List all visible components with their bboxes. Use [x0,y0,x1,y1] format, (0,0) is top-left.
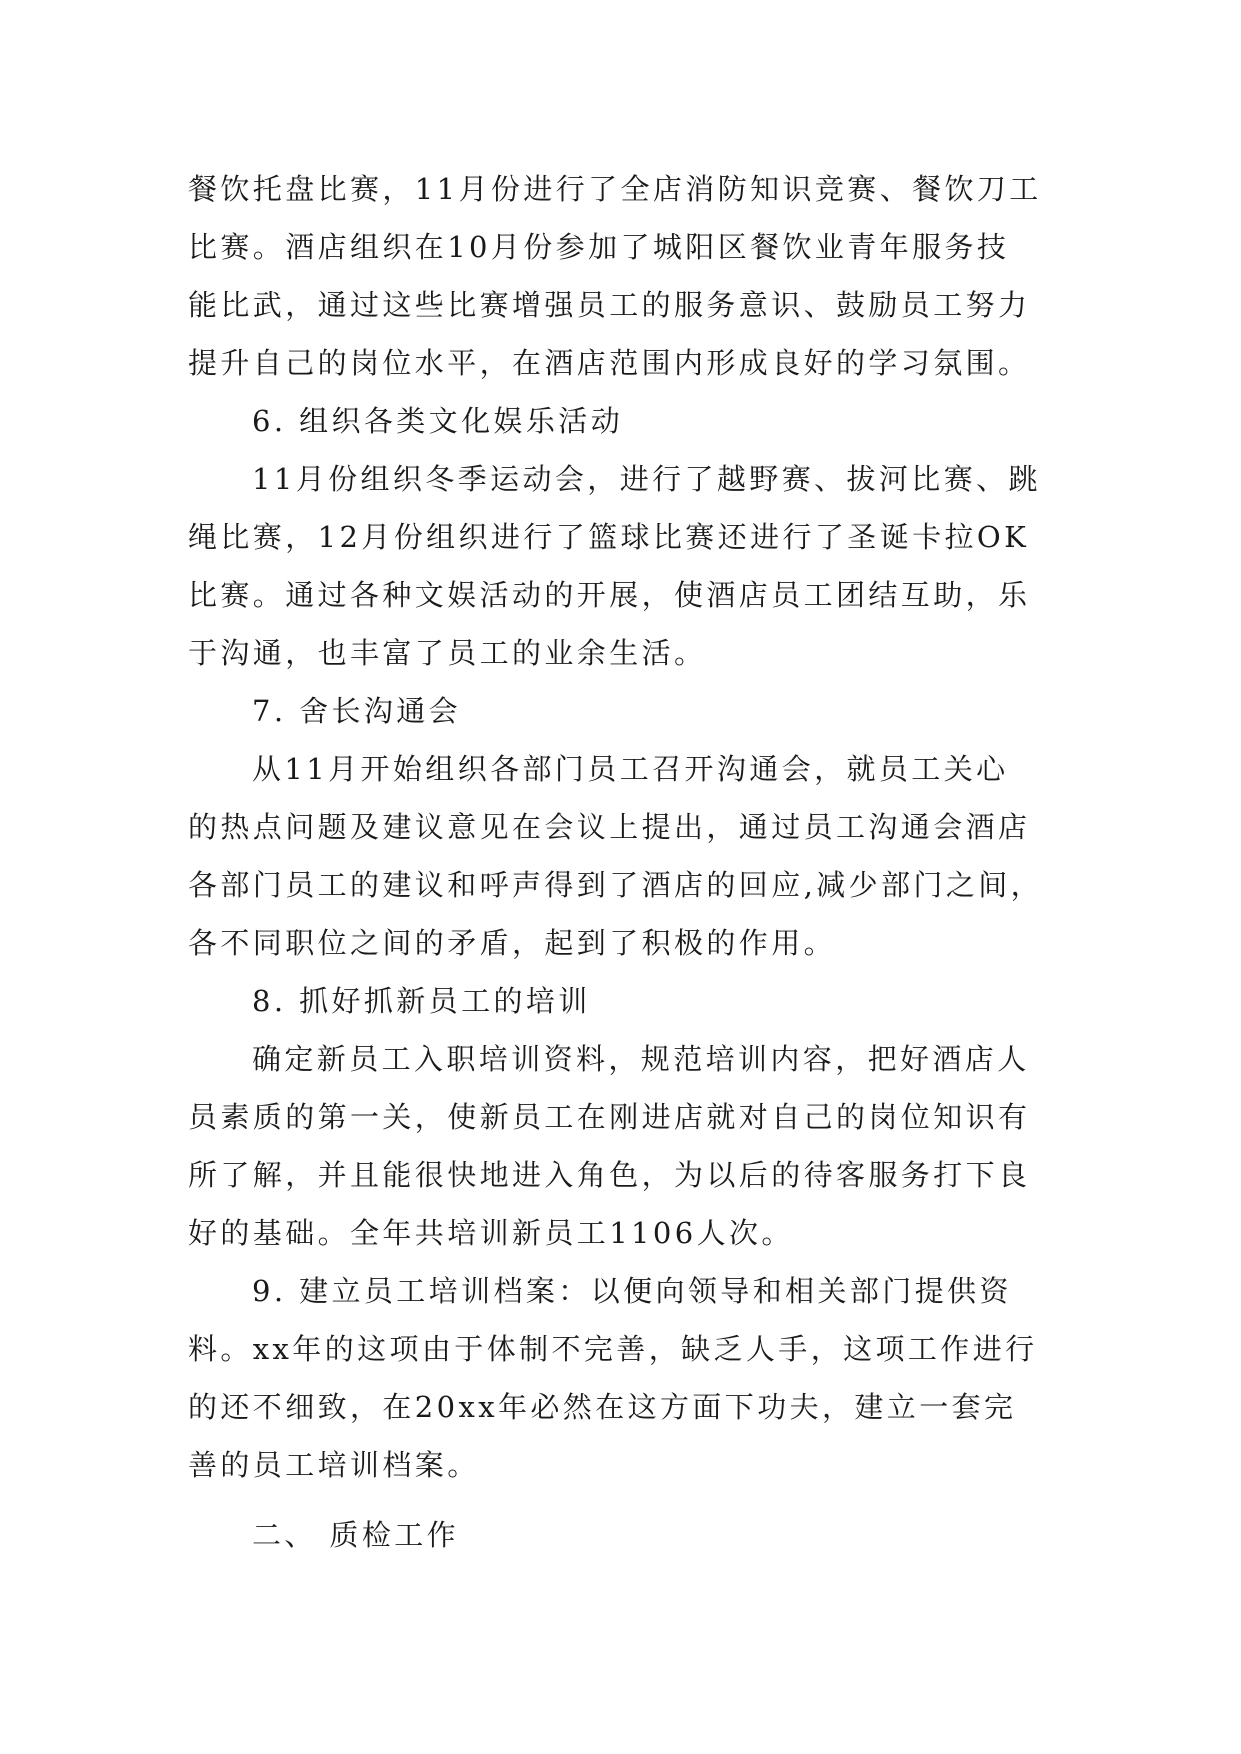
paragraph-line: 好的基础。全年共培训新员工1106人次。 [188,1216,794,1250]
paragraph-line: 善的员工培训档案。 [188,1448,480,1482]
paragraph-line: 11月份组织冬季运动会，进行了越野赛、拔河比赛、跳 [252,462,1041,496]
paragraph-line: 料。xx年的这项由于体制不完善，缺乏人手，这项工作进行 [188,1332,1038,1366]
paragraph-line: 的还不细致，在20xx年必然在这方面下功夫，建立一套完 [188,1390,1017,1424]
section-heading: 9. 建立员工培训档案：以便向领导和相关部门提供资 [252,1274,1012,1308]
paragraph-line: 比赛。通过各种文娱活动的开展，使酒店员工团结互助，乐 [188,578,1031,612]
paragraph-line: 能比武，通过这些比赛增强员工的服务意识、鼓励员工努力 [188,288,1031,322]
section-heading: 6. 组织各类文化娱乐活动 [252,404,624,438]
paragraph-line: 所了解，并且能很快地进入角色，为以后的待客服务打下良 [188,1158,1031,1192]
paragraph-line: 各部门员工的建议和呼声得到了酒店的回应,减少部门之间， [188,868,1044,902]
section-heading: 8. 抓好抓新员工的培训 [252,984,591,1018]
paragraph-line: 各不同职位之间的矛盾，起到了积极的作用。 [188,926,837,960]
section-heading: 7. 舍长沟通会 [252,694,462,728]
paragraph-line: 员素质的第一关，使新员工在刚进店就对自己的岗位知识有 [188,1100,1031,1134]
paragraph-line: 于沟通，也丰富了员工的业余生活。 [188,636,707,670]
paragraph-line: 比赛。酒店组织在10月份参加了城阳区餐饮业青年服务技 [188,230,1010,264]
paragraph-line: 从11月开始组织各部门员工召开沟通会，就员工关心 [252,752,1009,786]
paragraph-line: 的热点问题及建议意见在会议上提出，通过员工沟通会酒店 [188,810,1031,844]
paragraph-line: 确定新员工入职培训资料，规范培训内容，把好酒店人 [252,1042,1030,1076]
chapter-heading: 二、 质检工作 [252,1518,460,1552]
paragraph-line: 餐饮托盘比赛，11月份进行了全店消防知识竞赛、餐饮刀工 [188,172,1042,206]
paragraph-line: 绳比赛，12月份组织进行了篮球比赛还进行了圣诞卡拉OK [188,520,1030,554]
paragraph-line: 提升自己的岗位水平，在酒店范围内形成良好的学习氛围。 [188,346,1031,380]
